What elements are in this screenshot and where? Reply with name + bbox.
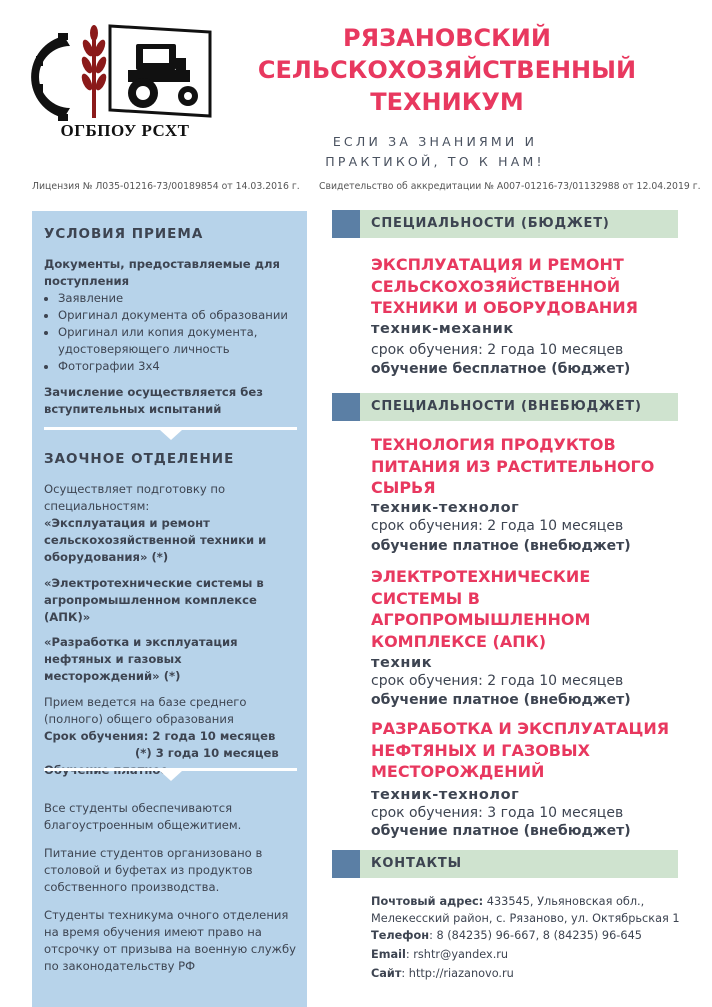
admission-heading: УСЛОВИЯ ПРИЕМА bbox=[44, 226, 204, 242]
slogan bbox=[285, 132, 585, 172]
email-label: Email bbox=[371, 948, 406, 961]
specialty-payment: обучение платное (внебюджет) bbox=[371, 823, 631, 839]
list-item: • Оригинал документа об образовании bbox=[58, 307, 299, 324]
phone-label: Телефон bbox=[371, 929, 430, 942]
bar-label: СПЕЦИАЛЬНОСТИ (ВНЕБЮДЖЕТ) bbox=[371, 399, 642, 414]
bar-block bbox=[332, 210, 360, 238]
correspondence-intro: Осуществляет подготовку по специальностям: bbox=[44, 482, 226, 513]
specialty-term: срок обучения: 2 года 10 месяцев bbox=[371, 518, 624, 534]
contact-address bbox=[371, 893, 644, 910]
specialty-qualification: техник-технолог bbox=[371, 500, 520, 516]
divider-notch bbox=[160, 430, 182, 440]
page-title bbox=[232, 22, 662, 118]
tractor-icon bbox=[128, 44, 198, 108]
program-item: «Разработка и эксплуатация нефтяных и газовых месторождений» (*) bbox=[44, 635, 238, 683]
specialty-qualification: техник bbox=[371, 655, 433, 671]
study-term: Срок обучения: 2 года 10 месяцев bbox=[44, 729, 276, 743]
dorm-info: Все студенты обеспечиваются благоустроенным общежитием. bbox=[44, 801, 242, 832]
specialty-title: ЭКСПЛУАТАЦИЯ И РЕМОНТ СЕЛЬСКОХОЗЯЙСТВЕННОЙ ТЕХНИКИ И ОБОРУДОВАНИЯ bbox=[371, 255, 638, 317]
title-line: РЯЗАНОВСКИЙ bbox=[343, 24, 551, 52]
list-item: • Фотографии 3х4 bbox=[58, 358, 299, 375]
documents-title: Документы, предоставляемые для поступления bbox=[44, 257, 280, 288]
paid-bar bbox=[332, 393, 678, 421]
specialty-title: ТЕХНОЛОГИЯ ПРОДУКТОВ ПИТАНИЯ ИЗ РАСТИТЕЛЬНОГО СЫРЬЯ bbox=[371, 435, 655, 497]
program-item: «Эксплуатация и ремонт сельскохозяйственной техники и оборудования» (*) bbox=[44, 516, 267, 564]
study-term-alt: (*) 3 года 10 месяцев bbox=[135, 746, 279, 760]
slogan-line: ЕСЛИ ЗА ЗНАНИЯМИ И bbox=[332, 134, 538, 149]
specialty-title: РАЗРАБОТКА И ЭКСПЛУАТАЦИЯ НЕФТЯНЫХ И ГАЗОВЫХ МЕСТОРОЖДЕНИЙ bbox=[371, 719, 670, 781]
specialty-term: срок обучения: 2 года 10 месяцев bbox=[371, 673, 624, 689]
army-info: Студенты техникума очного отделения на время обучения имеют право на отсрочку от призыва на военную службу по законодательству РФ bbox=[44, 908, 297, 973]
contacts-bar bbox=[332, 850, 678, 878]
contact-phone bbox=[371, 927, 642, 944]
divider-notch bbox=[160, 771, 182, 781]
wheat-icon bbox=[80, 25, 109, 118]
specialty-term: срок обучения: 3 года 10 месяцев bbox=[371, 805, 624, 821]
specialty-term: срок обучения: 2 года 10 месяцев bbox=[371, 342, 624, 358]
contact-email bbox=[371, 946, 508, 963]
license-text: Лицензия № Л035-01216-73/00189854 от 14.03.2016 г. bbox=[32, 181, 300, 192]
bar-label: СПЕЦИАЛЬНОСТИ (БЮДЖЕТ) bbox=[371, 216, 610, 231]
title-line: ТЕХНИКУМ bbox=[370, 88, 524, 116]
specialty-payment: обучение платное (внебюджет) bbox=[371, 538, 631, 554]
specialty-payment: обучение бесплатное (бюджет) bbox=[371, 361, 631, 377]
bar-block bbox=[332, 850, 360, 878]
contact-site bbox=[371, 965, 514, 982]
specialty-title: ЭЛЕКТРОТЕХНИЧЕСКИЕ СИСТЕМЫ В АГРОПРОМЫШЛЕННОМ КОМПЛЕКСЕ (АПК) bbox=[371, 567, 591, 651]
correspondence-heading: ЗАОЧНОЕ ОТДЕЛЕНИЕ bbox=[44, 451, 235, 467]
address-value: 433545, Ульяновская обл., bbox=[486, 895, 645, 908]
documents-list bbox=[44, 290, 299, 375]
list-item: • Заявление bbox=[58, 290, 299, 307]
specialty-qualification: техник-механик bbox=[371, 321, 514, 337]
list-item: • Оригинал или копия документа, удостоверяющего личность bbox=[58, 324, 299, 358]
logo-caption: ОГБПОУ РСХТ bbox=[60, 121, 190, 140]
title-line: СЕЛЬСКОХОЗЯЙСТВЕННЫЙ bbox=[257, 56, 637, 84]
program-item: «Электротехнические системы в агропромышленном комплексе (АПК)» bbox=[44, 576, 264, 624]
admission-base: Прием ведется на базе среднего (полного) общего образования bbox=[44, 695, 247, 726]
site-label: Сайт bbox=[371, 967, 402, 980]
bar-label: КОНТАКТЫ bbox=[371, 856, 462, 871]
budget-bar bbox=[332, 210, 678, 238]
specialty-qualification: техник-технолог bbox=[371, 787, 520, 803]
contact-address-line2: Мелекесский район, с. Рязаново, ул. Октябрьская 1 bbox=[371, 912, 680, 925]
specialty-payment: обучение платное (внебюджет) bbox=[371, 692, 631, 708]
slogan-line: ПРАКТИКОЙ, ТО К НАМ! bbox=[325, 154, 545, 169]
phone-value: : 8 (84235) 96-667, 8 (84235) 96-645 bbox=[429, 929, 642, 942]
accreditation-text: Свидетельство об аккредитации № А007-01216-73/01132988 от 12.04.2019 г. bbox=[319, 181, 701, 192]
food-info: Питание студентов организовано в столовой и буфетах из продуктов собственного производства. bbox=[44, 846, 263, 894]
bar-block bbox=[332, 393, 360, 421]
site-link[interactable]: : http://riazanovo.ru bbox=[401, 967, 514, 980]
email-link[interactable]: : rshtr@yandex.ru bbox=[405, 948, 509, 961]
gear-icon bbox=[31, 33, 70, 121]
enrollment-note: Зачисление осуществляется без вступительных испытаний bbox=[44, 385, 263, 416]
address-label: Почтовый адрес: bbox=[371, 895, 484, 908]
